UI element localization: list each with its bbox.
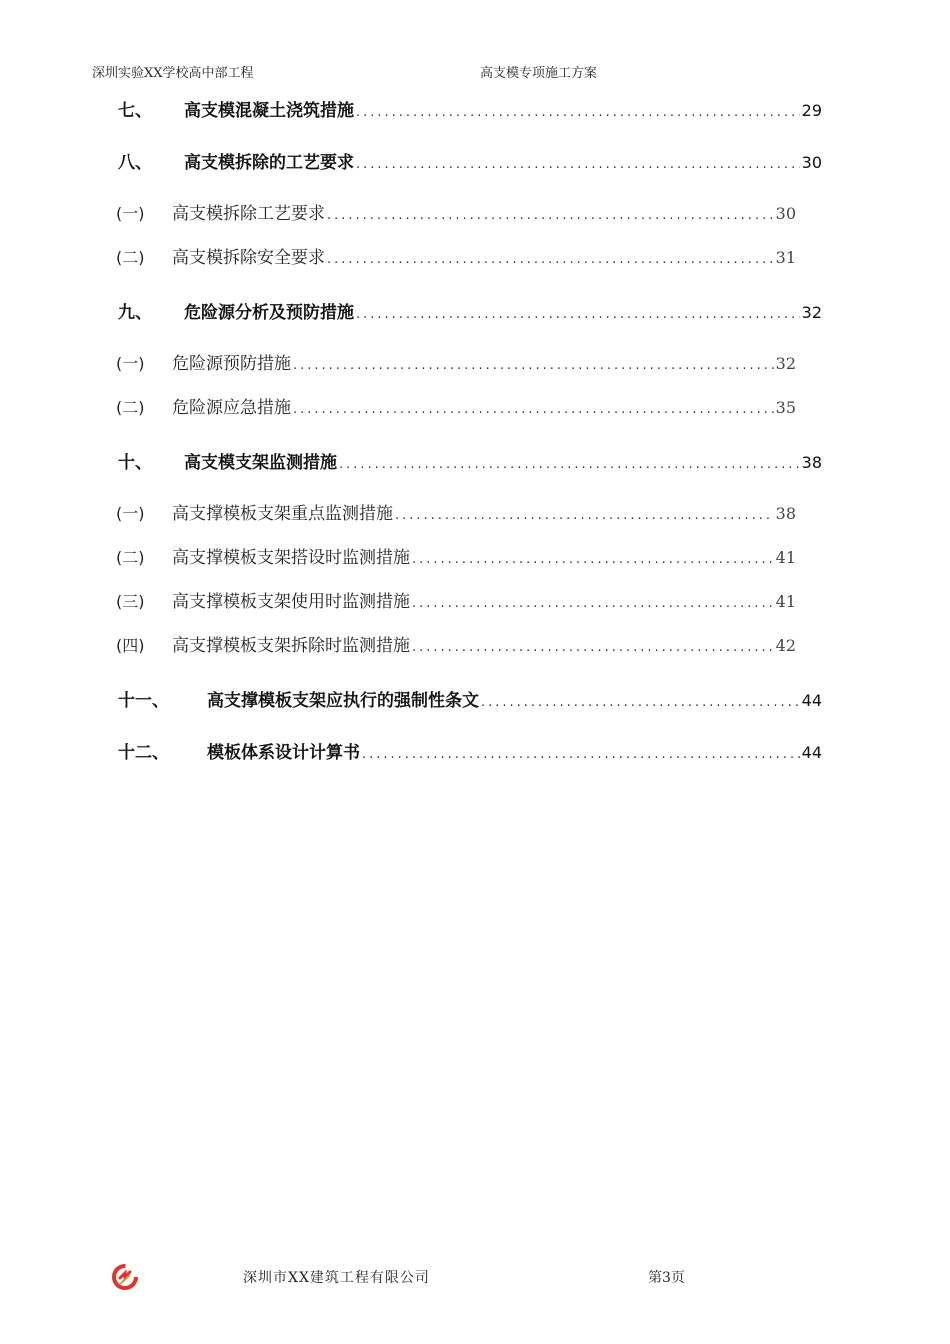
toc-entry-number: 八、 (118, 153, 152, 173)
toc-entry-page: 41 (775, 548, 796, 567)
footer-page-number: 第3页 (648, 1270, 685, 1286)
toc-entry-number: (四) (116, 636, 145, 655)
toc-dot-leader (327, 252, 774, 267)
toc-entry[interactable] (118, 448, 822, 473)
toc-entry[interactable] (118, 686, 822, 711)
toc-entry-title: 模板体系设计计算书 (207, 743, 360, 763)
toc-entry-number: 七、 (118, 101, 152, 121)
toc-entry-title: 危险源预防措施 (172, 354, 291, 374)
company-logo-icon (112, 1264, 138, 1290)
toc-entry-page: 44 (801, 743, 822, 762)
toc-entry[interactable] (118, 148, 822, 173)
toc-entry-number: 十二、 (118, 743, 169, 763)
toc-entry-page: 31 (775, 248, 796, 267)
toc-entry-page: 41 (775, 592, 796, 611)
toc-subentry[interactable] (116, 587, 796, 612)
toc-entry-page: 42 (775, 636, 796, 655)
toc-subentry[interactable] (116, 499, 796, 524)
toc-entry-title: 高支模拆除的工艺要求 (184, 153, 354, 173)
toc-entry-page: 29 (801, 101, 822, 120)
toc-entry-title: 危险源应急措施 (172, 398, 291, 418)
toc-entry-number: (二) (116, 248, 145, 267)
toc-dot-leader (327, 208, 774, 223)
toc-entry-page: 32 (801, 303, 822, 322)
toc-entry-number: (一) (116, 354, 145, 373)
toc-subentry[interactable] (116, 393, 796, 418)
toc-dot-leader (293, 358, 774, 373)
toc-entry-number: (二) (116, 548, 145, 567)
header-project-name: 深圳实验XX学校高中部工程 (92, 66, 254, 81)
toc-entry-title: 高支模混凝土浇筑措施 (184, 101, 354, 121)
toc-entry-page: 38 (775, 504, 796, 523)
toc-entry-number: (三) (116, 592, 145, 611)
toc-entry-title: 高支撑模板支架应执行的强制性条文 (207, 691, 479, 711)
toc-entry[interactable] (118, 298, 822, 323)
toc-dot-leader (339, 457, 800, 472)
toc-entry-number: 十一、 (118, 691, 169, 711)
toc-entry-title: 高支模拆除安全要求 (172, 248, 325, 268)
toc-dot-leader (356, 307, 800, 322)
toc-subentry[interactable] (116, 543, 796, 568)
footer-company-name: 深圳市XX建筑工程有限公司 (243, 1270, 430, 1286)
toc-entry-page: 44 (801, 691, 822, 710)
toc-subentry[interactable] (116, 349, 796, 374)
toc-dot-leader (481, 695, 800, 710)
toc-entry-title: 高支模支架监测措施 (184, 453, 337, 473)
toc-entry-title: 高支模拆除工艺要求 (172, 204, 325, 224)
toc-entry-title: 高支撑模板支架搭设时监测措施 (172, 548, 410, 568)
toc-dot-leader (356, 105, 800, 120)
toc-subentry[interactable] (116, 199, 796, 224)
toc-entry-number: (一) (116, 504, 145, 523)
toc-entry-page: 30 (801, 153, 822, 172)
toc-subentry[interactable] (116, 243, 796, 268)
toc-entry-number: 十、 (118, 453, 152, 473)
toc-subentry[interactable] (116, 631, 796, 656)
toc-entry-number: (二) (116, 398, 145, 417)
header-document-title: 高支模专项施工方案 (480, 66, 598, 81)
toc-entry-page: 30 (775, 204, 796, 223)
toc-entry-title: 高支撑模板支架重点监测措施 (172, 504, 393, 524)
toc-entry[interactable] (118, 96, 822, 121)
toc-entry-title: 危险源分析及预防措施 (184, 303, 354, 323)
toc-dot-leader (293, 402, 774, 417)
toc-entry-title: 高支撑模板支架使用时监测措施 (172, 592, 410, 612)
toc-entry-page: 32 (775, 354, 796, 373)
toc-dot-leader (356, 157, 800, 172)
toc-entry-number: (一) (116, 204, 145, 223)
toc-entry-page: 35 (775, 398, 796, 417)
toc-dot-leader (412, 640, 774, 655)
toc-dot-leader (412, 552, 774, 567)
toc-entry-title: 高支撑模板支架拆除时监测措施 (172, 636, 410, 656)
toc-dot-leader (362, 747, 800, 762)
toc-entry-number: 九、 (118, 303, 152, 323)
toc-entry[interactable] (118, 738, 822, 763)
toc-entry-page: 38 (801, 453, 822, 472)
toc-dot-leader (412, 596, 774, 611)
toc-dot-leader (395, 508, 774, 523)
